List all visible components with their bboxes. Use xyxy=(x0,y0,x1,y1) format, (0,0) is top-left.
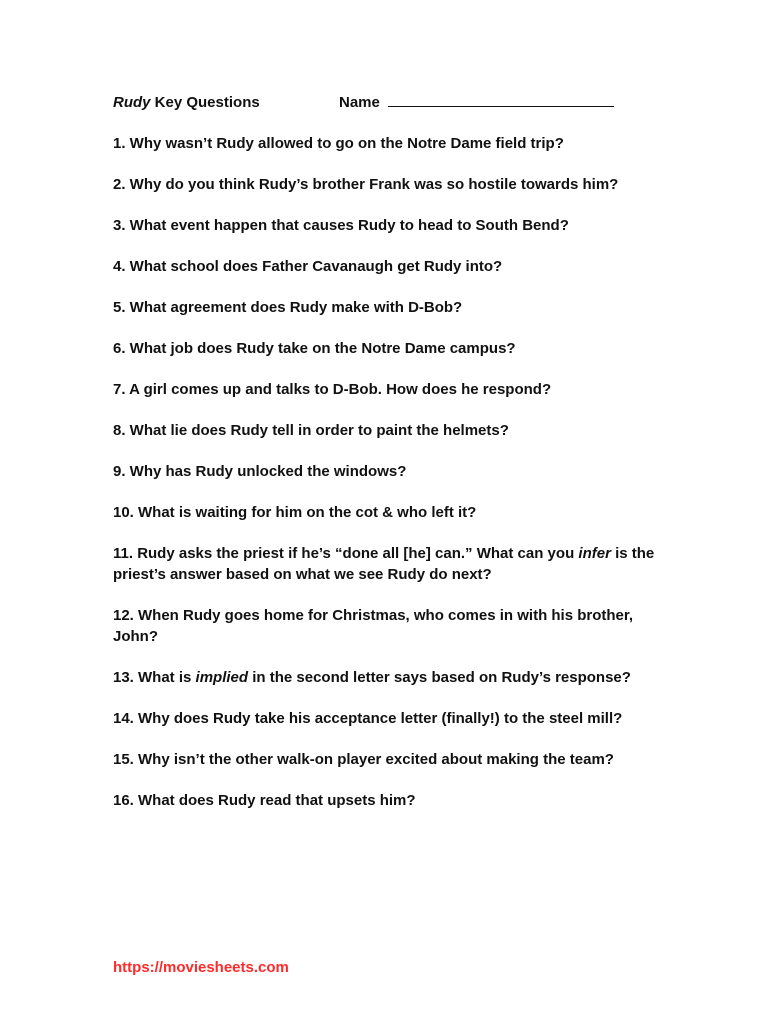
question-14 xyxy=(113,708,658,729)
question-10 xyxy=(113,502,658,523)
question-3 xyxy=(113,215,658,236)
question-2 xyxy=(113,174,658,195)
question-6-text: 6. What job does Rudy take on the Notre Dame campus? xyxy=(113,340,516,357)
question-12 xyxy=(113,605,658,647)
worksheet-content xyxy=(113,92,658,831)
title-rest: Key Questions xyxy=(150,94,260,111)
name-blank-line[interactable] xyxy=(388,92,614,107)
question-8 xyxy=(113,420,658,441)
question-11-text-end: is the priest’s answer based on what we see Rudy do next? xyxy=(113,545,655,583)
question-10-text: 10. What is waiting for him on the cot & who left it? xyxy=(113,504,477,521)
question-15 xyxy=(113,749,658,770)
question-9-text: 9. Why has Rudy unlocked the windows? xyxy=(113,463,407,480)
moviesheets-link[interactable]: https://moviesheets.com xyxy=(113,959,289,976)
worksheet-title xyxy=(113,92,339,113)
question-list xyxy=(113,133,658,811)
question-7-text: 7. A girl comes up and talks to D-Bob. How does he respond? xyxy=(113,381,552,398)
question-2-text: 2. Why do you think Rudy’s brother Frank was so hostile towards him? xyxy=(113,176,619,193)
question-12-text: 12. When Rudy goes home for Christmas, who comes in with his brother, John? xyxy=(113,607,634,645)
title-movie-name: Rudy xyxy=(113,94,151,111)
question-4-text: 4. What school does Father Cavanaugh get Rudy into? xyxy=(113,258,503,275)
name-field xyxy=(339,92,614,113)
question-5-text: 5. What agreement does Rudy make with D-Bob? xyxy=(113,299,463,316)
worksheet-header xyxy=(113,92,658,113)
question-11 xyxy=(113,543,658,585)
question-11-emphasis: infer xyxy=(578,545,611,562)
question-16 xyxy=(113,790,658,811)
question-5 xyxy=(113,297,658,318)
question-9 xyxy=(113,461,658,482)
question-7 xyxy=(113,379,658,400)
question-8-text: 8. What lie does Rudy tell in order to paint the helmets? xyxy=(113,422,509,439)
question-6 xyxy=(113,338,658,359)
question-13-emphasis: implied xyxy=(195,669,249,686)
question-13-text: 13. What is xyxy=(113,669,196,686)
question-13-text-end: in the second letter says based on Rudy’s response? xyxy=(248,669,631,686)
question-1-text: 1. Why wasn’t Rudy allowed to go on the Notre Dame field trip? xyxy=(113,135,564,152)
question-4 xyxy=(113,256,658,277)
question-14-text: 14. Why does Rudy take his acceptance letter (finally!) to the steel mill? xyxy=(113,710,623,727)
question-15-text: 15. Why isn’t the other walk-on player excited about making the team? xyxy=(113,751,614,768)
question-1 xyxy=(113,133,658,154)
question-13 xyxy=(113,667,658,688)
question-11-text: 11. Rudy asks the priest if he’s “done all [he] can.” What can you xyxy=(113,545,579,562)
question-16-text: 16. What does Rudy read that upsets him? xyxy=(113,792,416,809)
name-label: Name xyxy=(339,94,380,111)
question-3-text: 3. What event happen that causes Rudy to head to South Bend? xyxy=(113,217,569,234)
